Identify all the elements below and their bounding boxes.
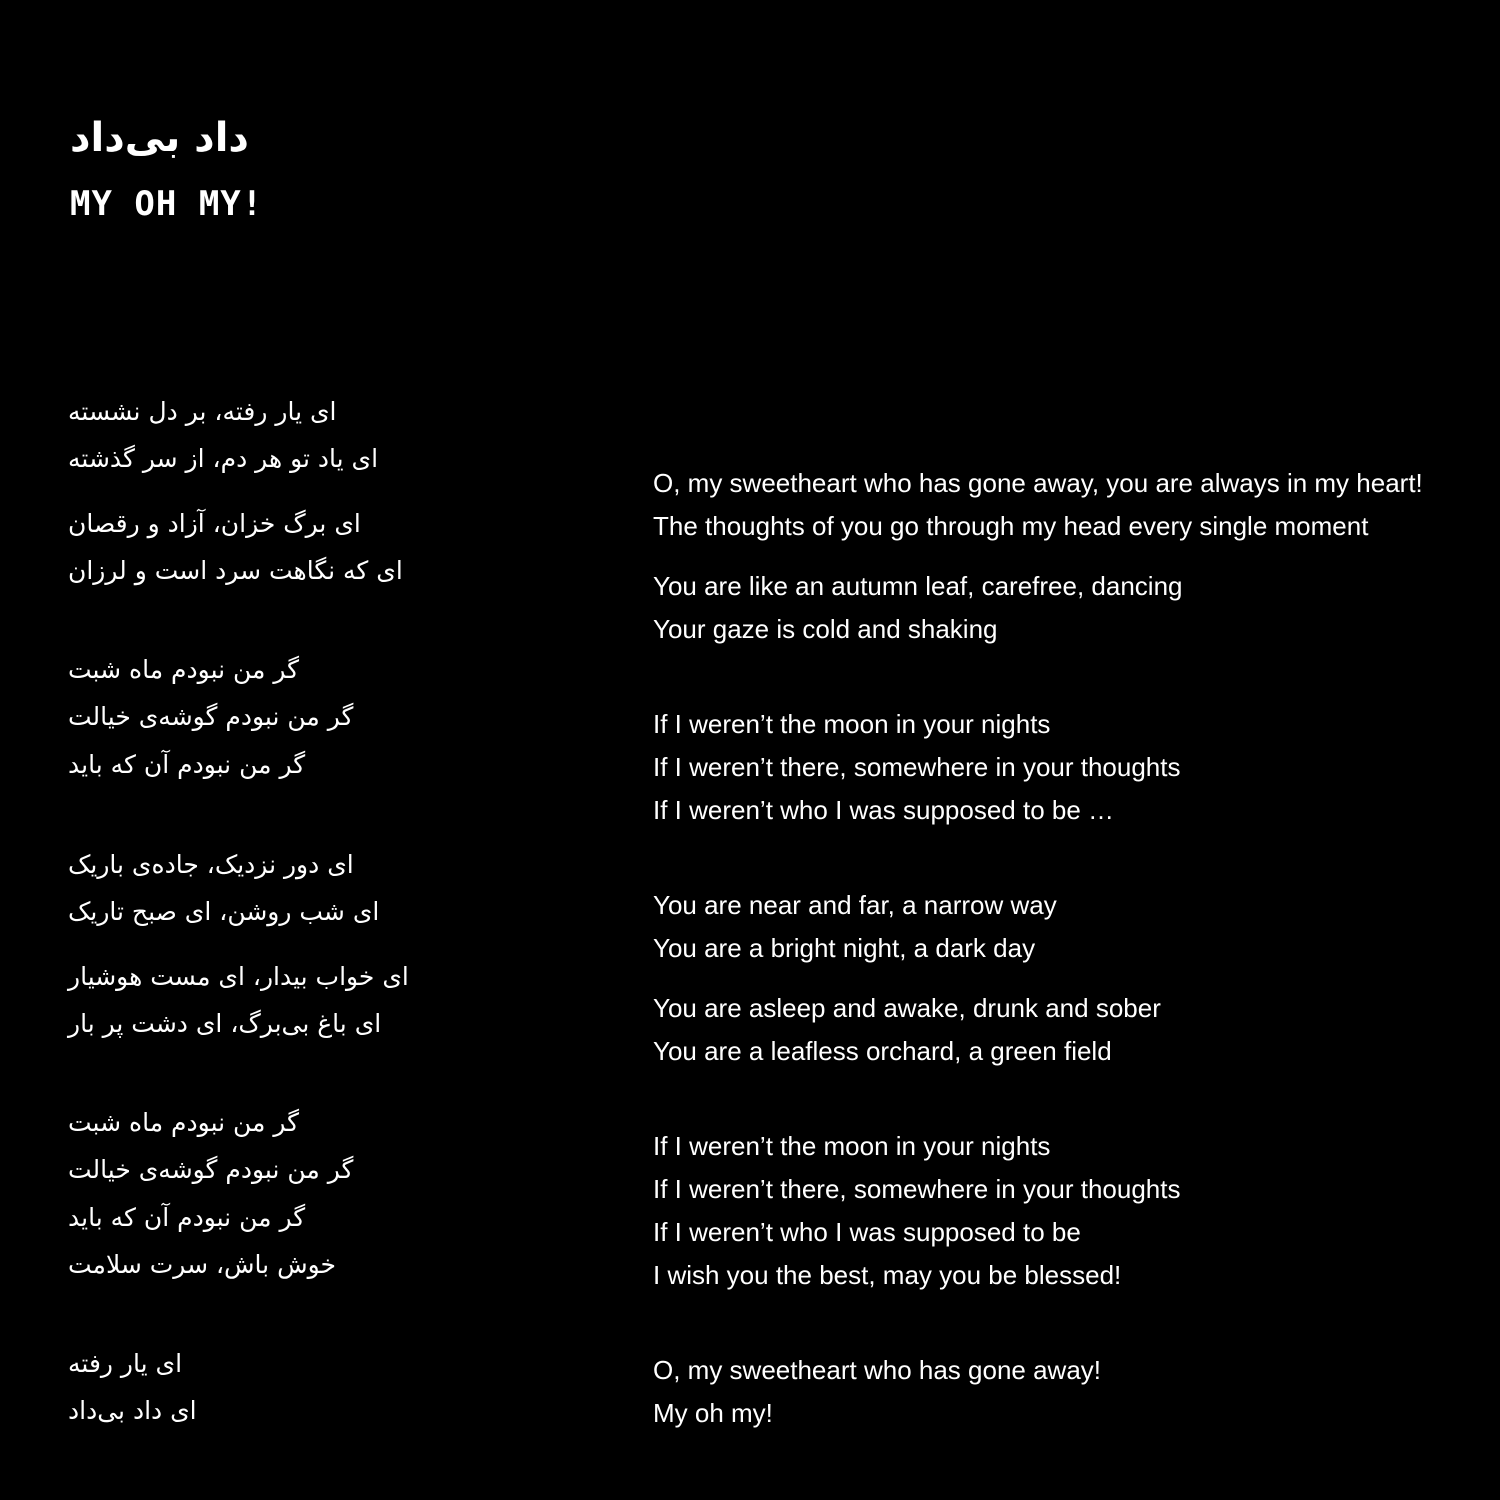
- english-lyric-line: If I weren’t the moon in your nights: [653, 709, 1051, 739]
- english-lyric-line: You are a bright night, a dark day: [653, 933, 1036, 963]
- persian-lyric-line: گر من نبودم آن که باید: [68, 1203, 306, 1232]
- persian-lyric-line: ای که نگاهت سرد است و لرزان: [68, 556, 403, 585]
- english-lyric-line: Your gaze is cold and shaking: [653, 614, 998, 644]
- english-lyric-line: O, my sweetheart who has gone away, you are always in my heart!: [653, 468, 1423, 498]
- english-lyric-line: If I weren’t who I was supposed to be …: [653, 795, 1115, 825]
- persian-lyric-line: ای برگ خزان، آزاد و رقصان: [68, 509, 361, 538]
- english-lyric-line: You are asleep and awake, drunk and sober: [653, 993, 1161, 1023]
- english-lyric-line: My oh my!: [653, 1398, 773, 1428]
- english-lyric-line: O, my sweetheart who has gone away!: [653, 1355, 1102, 1385]
- persian-lyric-line: ای یار رفته، بر دل نشسته: [68, 397, 337, 426]
- persian-lyric-line: ای شب روشن، ای صبح تاریک: [68, 897, 380, 926]
- persian-lyric-line: ای یاد تو هر دم، از سر گذشته: [68, 444, 379, 473]
- persian-lyric-line: ای یار رفته: [68, 1349, 183, 1378]
- persian-lyric-line: ای خواب بیدار، ای مست هوشیار: [68, 962, 409, 991]
- english-lyric-line: You are a leafless orchard, a green field: [653, 1036, 1112, 1066]
- english-lyric-line: You are like an autumn leaf, carefree, dancing: [653, 571, 1183, 601]
- english-lyric-line: If I weren’t there, somewhere in your thoughts: [653, 1174, 1181, 1204]
- persian-title: داد بی‌داد: [70, 115, 249, 161]
- persian-lyric-line: ای دور نزدیک، جاده‌ی باریک: [68, 850, 354, 879]
- persian-lyric-line: گر من نبودم گوشه‌ی خیالت: [68, 1155, 354, 1184]
- persian-lyric-line: گر من نبودم ماه شبت: [68, 655, 300, 684]
- english-lyric-line: If I weren’t there, somewhere in your thoughts: [653, 752, 1181, 782]
- persian-lyric-line: گر من نبودم آن که باید: [68, 750, 306, 779]
- english-lyric-line: I wish you the best, may you be blessed!: [653, 1260, 1122, 1290]
- persian-lyric-line: ای داد بی‌داد: [68, 1396, 197, 1425]
- english-title: MY OH MY!: [70, 184, 264, 224]
- english-lyric-line: If I weren’t the moon in your nights: [653, 1131, 1051, 1161]
- persian-lyric-line: گر من نبودم گوشه‌ی خیالت: [68, 702, 354, 731]
- english-lyric-line: The thoughts of you go through my head every single moment: [653, 511, 1369, 541]
- persian-lyric-line: خوش باش، سرت سلامت: [68, 1250, 336, 1279]
- english-lyric-line: You are near and far, a narrow way: [653, 890, 1057, 920]
- persian-lyric-line: گر من نبودم ماه شبت: [68, 1108, 300, 1137]
- english-lyric-line: If I weren’t who I was supposed to be: [653, 1217, 1081, 1247]
- persian-lyric-line: ای باغ بی‌برگ، ای دشت پر بار: [68, 1009, 382, 1038]
